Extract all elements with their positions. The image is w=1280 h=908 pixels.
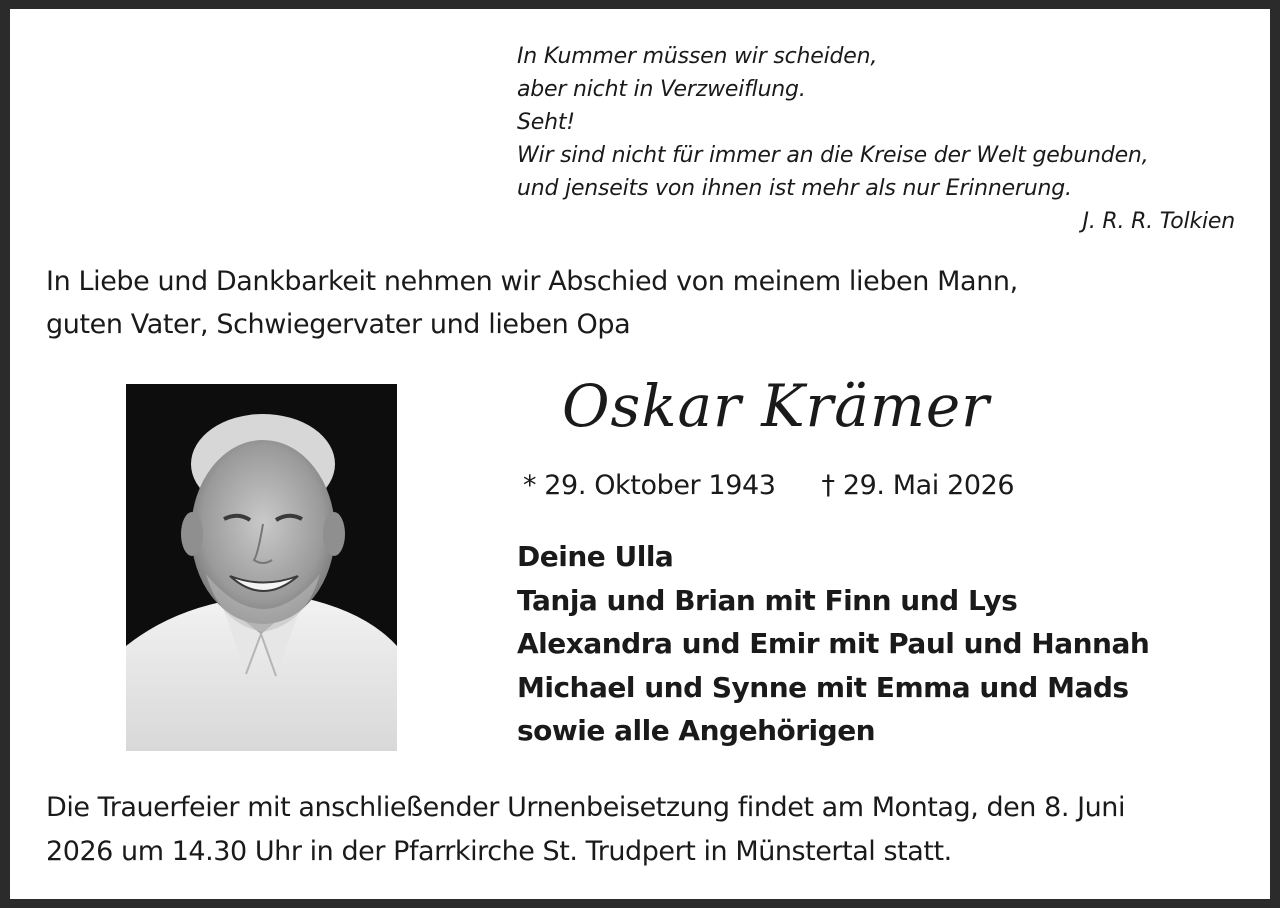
funeral-notice <box>46 786 1246 874</box>
quote-line: In Kummer müssen wir scheiden, <box>517 44 878 69</box>
portrait-image <box>126 384 397 751</box>
mourner-line: Tanja und Brian mit Finn und Lys <box>517 583 1018 617</box>
funeral-line: 2026 um 14.30 Uhr in der Pfarrkirche St. Trudpert in Münstertal statt. <box>46 836 952 867</box>
birth-date: * 29. Oktober 1943 <box>523 470 776 501</box>
quote-author: J. R. R. Tolkien <box>1082 209 1235 234</box>
portrait-photo <box>126 384 397 751</box>
death-date: † 29. Mai 2026 <box>821 470 1015 501</box>
deceased-name: Oskar Krämer <box>562 372 990 440</box>
mourner-line: sowie alle Angehörigen <box>517 714 876 747</box>
quote-line: Seht! <box>517 110 575 135</box>
intro-text <box>46 260 1146 346</box>
intro-line: In Liebe und Dankbarkeit nehmen wir Abschied von meinem lieben Mann, <box>46 266 1018 297</box>
quote-line: Wir sind nicht für immer an die Kreise der Welt gebunden, <box>517 143 1149 168</box>
tolkien-quote <box>517 40 1239 238</box>
funeral-line: Die Trauerfeier mit anschließender Urnenbeisetzung findet am Montag, den 8. Juni <box>46 792 1125 823</box>
quote-line: aber nicht in Verzweiflung. <box>517 77 806 102</box>
mourners-list <box>517 535 1149 753</box>
mourner-line: Deine Ulla <box>517 540 674 573</box>
quote-line: und jenseits von ihnen ist mehr als nur Erinnerung. <box>517 176 1072 201</box>
mourner-line: Michael und Synne mit Emma und Mads <box>517 670 1129 704</box>
life-dates <box>523 466 1014 506</box>
mourner-line: Alexandra und Emir mit Paul und Hannah <box>517 627 1150 660</box>
intro-line: guten Vater, Schwiegervater und lieben Opa <box>46 309 631 340</box>
